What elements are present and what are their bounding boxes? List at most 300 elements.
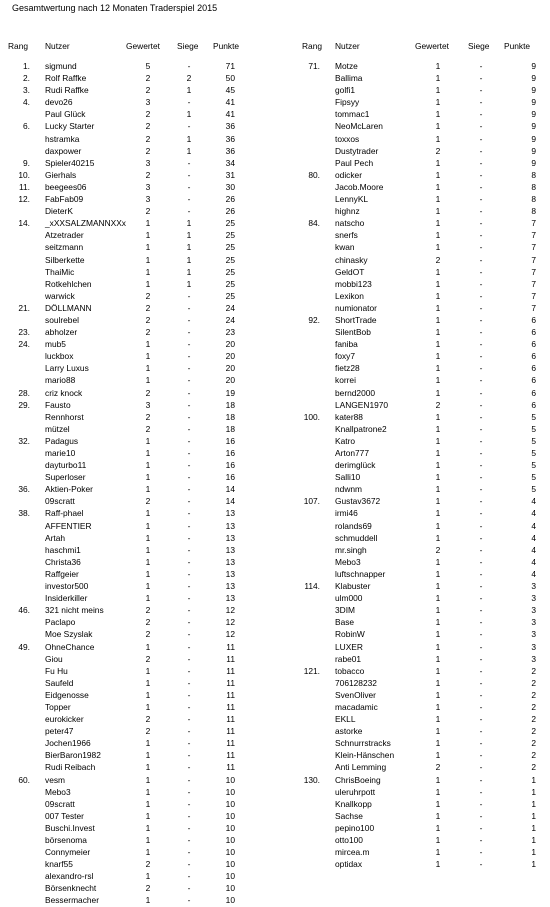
points-cell: 10 bbox=[225, 847, 235, 858]
user-cell: LennyKL bbox=[335, 194, 369, 205]
wins-cell: - bbox=[479, 568, 483, 579]
points-cell: 7 bbox=[531, 266, 536, 277]
user-cell: luftschnapper bbox=[335, 568, 386, 579]
rank-cell: 49. bbox=[18, 641, 30, 652]
user-cell: vesm bbox=[45, 774, 66, 785]
wins-cell: - bbox=[187, 750, 191, 761]
count-cell: 1 bbox=[145, 544, 151, 555]
user-cell: haschmi1 bbox=[45, 544, 81, 555]
user-cell: rabe01 bbox=[335, 653, 362, 664]
count-cell: 1 bbox=[145, 568, 151, 579]
user-cell: seitzmann bbox=[45, 242, 84, 253]
points-cell: 11 bbox=[226, 738, 235, 749]
user-cell: 321 nicht meins bbox=[45, 605, 104, 616]
points-cell: 10 bbox=[225, 859, 235, 870]
count-cell: 1 bbox=[145, 556, 151, 567]
points-cell: 50 bbox=[225, 73, 235, 84]
count-cell: 1 bbox=[145, 738, 151, 749]
wins-cell: - bbox=[479, 230, 483, 241]
rank-cell: 6. bbox=[23, 121, 30, 132]
wins-cell: - bbox=[479, 750, 483, 761]
points-cell: 36 bbox=[225, 121, 235, 132]
user-cell: Knallkopp bbox=[335, 798, 372, 809]
points-cell: 31 bbox=[225, 169, 235, 180]
points-cell: 41 bbox=[225, 109, 235, 120]
count-cell: 1 bbox=[435, 847, 441, 858]
count-cell: 1 bbox=[435, 375, 441, 386]
wins-cell: - bbox=[187, 448, 191, 458]
count-cell: 2 bbox=[435, 762, 441, 773]
count-cell: 1 bbox=[145, 484, 151, 495]
points-cell: 10 bbox=[225, 786, 235, 797]
points-cell: 4 bbox=[531, 532, 536, 543]
wins-cell: - bbox=[479, 278, 483, 289]
wins-cell: - bbox=[479, 726, 483, 737]
wins-cell: - bbox=[479, 593, 483, 604]
user-cell: ulm000 bbox=[335, 593, 363, 604]
points-cell: 4 bbox=[531, 568, 536, 579]
count-cell: 1 bbox=[435, 581, 441, 592]
points-cell: 10 bbox=[225, 810, 235, 821]
user-cell: GeldOT bbox=[335, 266, 365, 277]
points-cell: 3 bbox=[531, 593, 536, 604]
header-count: Gewertet bbox=[126, 41, 160, 51]
count-cell: 1 bbox=[435, 242, 441, 253]
count-cell: 1 bbox=[435, 181, 441, 192]
points-cell: 71 bbox=[225, 61, 235, 71]
user-cell: Spieler40215 bbox=[45, 157, 95, 168]
count-cell: 2 bbox=[145, 169, 151, 180]
user-cell: Mebo3 bbox=[335, 556, 361, 567]
count-cell: 1 bbox=[435, 109, 441, 120]
points-cell: 36 bbox=[225, 145, 235, 156]
user-cell: Aktien-Poker bbox=[45, 484, 93, 495]
user-cell: Buschi.Invest bbox=[45, 822, 95, 833]
wins-cell: - bbox=[479, 121, 483, 132]
count-cell: 1 bbox=[435, 859, 441, 870]
user-cell: foxy7 bbox=[335, 351, 356, 362]
wins-cell: - bbox=[187, 653, 191, 664]
rank-cell: 11. bbox=[18, 181, 30, 192]
points-cell: 18 bbox=[225, 399, 235, 410]
user-cell: Larry Luxus bbox=[45, 363, 89, 374]
count-cell: 1 bbox=[435, 411, 441, 422]
points-cell: 13 bbox=[225, 593, 235, 604]
user-cell: Jacob.Moore bbox=[335, 181, 384, 192]
user-cell: Arton777 bbox=[335, 448, 369, 458]
user-cell: Fu Hu bbox=[45, 665, 68, 676]
user-cell: Gierhals bbox=[45, 169, 77, 180]
wins-cell: 1 bbox=[186, 109, 192, 120]
points-cell: 11 bbox=[226, 726, 235, 737]
points-cell: 11 bbox=[226, 750, 235, 761]
header-user: Nutzer bbox=[45, 41, 70, 51]
wins-cell: - bbox=[479, 641, 483, 652]
user-cell: Atzetrader bbox=[45, 230, 84, 241]
count-cell: 2 bbox=[145, 411, 151, 422]
points-cell: 11 bbox=[226, 762, 235, 773]
wins-cell: - bbox=[187, 689, 191, 700]
wins-cell: - bbox=[187, 593, 191, 604]
points-cell: 3 bbox=[531, 629, 536, 640]
header-user: Nutzer bbox=[335, 41, 360, 51]
points-cell: 3 bbox=[531, 605, 536, 616]
points-cell: 14 bbox=[225, 484, 235, 495]
rank-cell: 107. bbox=[303, 496, 320, 507]
user-cell: Paul Pech bbox=[335, 157, 374, 168]
wins-cell: - bbox=[479, 363, 483, 374]
user-cell: RobinW bbox=[335, 629, 365, 640]
points-cell: 20 bbox=[225, 339, 235, 350]
points-cell: 5 bbox=[531, 472, 536, 483]
points-cell: 10 bbox=[225, 798, 235, 809]
user-cell: Paclapo bbox=[45, 617, 76, 628]
count-cell: 1 bbox=[145, 266, 151, 277]
count-cell: 1 bbox=[435, 774, 441, 785]
wins-cell: - bbox=[479, 822, 483, 833]
user-cell: Fausto bbox=[45, 399, 71, 410]
points-cell: 23 bbox=[225, 327, 235, 338]
user-cell: 007 Tester bbox=[45, 810, 84, 821]
header-wins: Siege bbox=[177, 41, 199, 51]
count-cell: 1 bbox=[145, 508, 151, 519]
user-cell: Dustytrader bbox=[335, 145, 379, 156]
count-cell: 2 bbox=[145, 605, 151, 616]
user-cell: marie10 bbox=[45, 448, 76, 458]
user-cell: 706128232 bbox=[335, 677, 377, 688]
count-cell: 1 bbox=[145, 641, 151, 652]
points-cell: 2 bbox=[531, 714, 536, 725]
user-cell: Rennhorst bbox=[45, 411, 84, 422]
wins-cell: - bbox=[187, 532, 191, 543]
wins-cell: - bbox=[479, 109, 483, 120]
points-cell: 1 bbox=[531, 859, 536, 870]
user-cell: Base bbox=[335, 617, 355, 628]
count-cell: 1 bbox=[145, 871, 151, 882]
points-cell: 18 bbox=[225, 411, 235, 422]
points-cell: 11 bbox=[226, 689, 235, 700]
wins-cell: 1 bbox=[186, 145, 192, 156]
user-cell: Salli10 bbox=[335, 472, 361, 483]
points-cell: 2 bbox=[531, 738, 536, 749]
count-cell: 1 bbox=[435, 677, 441, 688]
count-cell: 1 bbox=[435, 266, 441, 277]
wins-cell: - bbox=[479, 266, 483, 277]
points-cell: 9 bbox=[531, 109, 536, 120]
points-cell: 7 bbox=[531, 230, 536, 241]
wins-cell: - bbox=[187, 181, 191, 192]
count-cell: 2 bbox=[435, 254, 441, 265]
count-cell: 1 bbox=[435, 593, 441, 604]
user-cell: Padagus bbox=[45, 435, 79, 446]
points-cell: 18 bbox=[225, 423, 235, 434]
count-cell: 2 bbox=[145, 629, 151, 640]
wins-cell: - bbox=[479, 738, 483, 749]
wins-cell: - bbox=[187, 496, 191, 507]
wins-cell: 1 bbox=[186, 218, 192, 229]
user-cell: pepino100 bbox=[335, 822, 375, 833]
points-cell: 3 bbox=[531, 653, 536, 664]
count-cell: 2 bbox=[145, 859, 151, 870]
user-cell: eurokicker bbox=[45, 714, 84, 725]
wins-cell: - bbox=[187, 556, 191, 567]
wins-cell: - bbox=[187, 435, 191, 446]
user-cell: LUXER bbox=[335, 641, 363, 652]
points-cell: 13 bbox=[225, 556, 235, 567]
count-cell: 1 bbox=[145, 242, 151, 253]
count-cell: 1 bbox=[145, 520, 151, 531]
count-cell: 2 bbox=[145, 726, 151, 737]
count-cell: 2 bbox=[435, 544, 441, 555]
user-cell: BierBaron1982 bbox=[45, 750, 101, 761]
count-cell: 1 bbox=[435, 738, 441, 749]
user-cell: Anti Lemming bbox=[335, 762, 387, 773]
user-cell: snerfs bbox=[335, 230, 358, 241]
count-cell: 2 bbox=[145, 145, 151, 156]
points-cell: 26 bbox=[225, 194, 235, 205]
points-cell: 10 bbox=[225, 871, 235, 882]
points-cell: 13 bbox=[225, 508, 235, 519]
wins-cell: 1 bbox=[186, 85, 192, 96]
points-cell: 2 bbox=[531, 701, 536, 712]
user-cell: tobacco bbox=[335, 665, 365, 676]
points-cell: 13 bbox=[225, 520, 235, 531]
count-cell: 2 bbox=[145, 290, 151, 301]
points-cell: 25 bbox=[225, 242, 235, 253]
wins-cell: - bbox=[479, 339, 483, 350]
wins-cell: 2 bbox=[186, 73, 192, 84]
wins-cell: - bbox=[187, 762, 191, 773]
wins-cell: - bbox=[187, 786, 191, 797]
points-cell: 36 bbox=[225, 133, 235, 144]
rank-cell: 24. bbox=[18, 339, 30, 350]
count-cell: 1 bbox=[145, 762, 151, 773]
user-cell: abholzer bbox=[45, 327, 78, 338]
points-cell: 11 bbox=[226, 701, 235, 712]
count-cell: 1 bbox=[435, 351, 441, 362]
user-cell: Sachse bbox=[335, 810, 363, 821]
header-rank: Rang bbox=[8, 41, 29, 51]
count-cell: 1 bbox=[435, 726, 441, 737]
wins-cell: - bbox=[187, 895, 191, 906]
points-cell: 7 bbox=[531, 254, 536, 265]
wins-cell: - bbox=[479, 375, 483, 386]
rank-cell: 9. bbox=[23, 157, 30, 168]
wins-cell: - bbox=[187, 798, 191, 809]
count-cell: 1 bbox=[435, 73, 441, 84]
points-cell: 2 bbox=[531, 762, 536, 773]
wins-cell: - bbox=[187, 375, 191, 386]
count-cell: 2 bbox=[145, 85, 151, 96]
count-cell: 1 bbox=[435, 339, 441, 350]
count-cell: 1 bbox=[435, 689, 441, 700]
user-cell: kater88 bbox=[335, 411, 363, 422]
user-cell: numionator bbox=[335, 302, 377, 313]
wins-cell: - bbox=[187, 121, 191, 132]
points-cell: 1 bbox=[531, 835, 536, 845]
count-cell: 1 bbox=[435, 665, 441, 676]
user-cell: DieterK bbox=[45, 206, 73, 217]
wins-cell: - bbox=[187, 290, 191, 301]
count-cell: 2 bbox=[145, 314, 151, 325]
user-cell: Christa36 bbox=[45, 556, 81, 567]
user-cell: daxpower bbox=[45, 145, 82, 156]
user-cell: mub5 bbox=[45, 339, 66, 350]
user-cell: derimglück bbox=[335, 460, 376, 471]
points-cell: 9 bbox=[531, 73, 536, 84]
rank-cell: 2. bbox=[23, 73, 30, 84]
count-cell: 2 bbox=[145, 653, 151, 664]
wins-cell: - bbox=[187, 544, 191, 555]
points-cell: 8 bbox=[531, 181, 536, 192]
points-cell: 4 bbox=[531, 556, 536, 567]
user-cell: otto100 bbox=[335, 835, 363, 845]
count-cell: 1 bbox=[145, 339, 151, 350]
header-count: Gewertet bbox=[415, 41, 449, 51]
count-cell: 1 bbox=[435, 629, 441, 640]
user-cell: highnz bbox=[335, 206, 360, 217]
wins-cell: - bbox=[187, 61, 191, 71]
user-cell: DÖLLMANN bbox=[45, 302, 92, 313]
user-cell: beegees06 bbox=[45, 181, 87, 192]
count-cell: 1 bbox=[145, 810, 151, 821]
wins-cell: 1 bbox=[186, 230, 192, 241]
rank-cell: 46. bbox=[18, 605, 30, 616]
count-cell: 2 bbox=[145, 423, 151, 434]
user-cell: faniba bbox=[335, 339, 358, 350]
points-cell: 6 bbox=[531, 314, 536, 325]
wins-cell: - bbox=[187, 810, 191, 821]
rank-cell: 71. bbox=[308, 61, 320, 71]
user-cell: Gustav3672 bbox=[335, 496, 381, 507]
wins-cell: - bbox=[479, 314, 483, 325]
wins-cell: - bbox=[187, 835, 191, 845]
wins-cell: - bbox=[479, 133, 483, 144]
user-cell: irmi46 bbox=[335, 508, 358, 519]
header-points: Punkte bbox=[504, 41, 531, 51]
count-cell: 1 bbox=[435, 460, 441, 471]
header-wins: Siege bbox=[468, 41, 490, 51]
count-cell: 1 bbox=[145, 375, 151, 386]
user-cell: criz knock bbox=[45, 387, 83, 398]
count-cell: 1 bbox=[435, 218, 441, 229]
points-cell: 5 bbox=[531, 411, 536, 422]
user-cell: OhneChance bbox=[45, 641, 95, 652]
wins-cell: - bbox=[187, 677, 191, 688]
points-cell: 14 bbox=[225, 496, 235, 507]
rank-cell: 60. bbox=[18, 774, 30, 785]
user-cell: fietz28 bbox=[335, 363, 360, 374]
rank-cell: 80. bbox=[308, 169, 320, 180]
points-cell: 12 bbox=[225, 629, 235, 640]
points-cell: 13 bbox=[225, 544, 235, 555]
user-cell: SvenOliver bbox=[335, 689, 376, 700]
rank-cell: 14. bbox=[18, 218, 30, 229]
user-cell: Rolf Raffke bbox=[45, 73, 87, 84]
wins-cell: - bbox=[479, 835, 483, 845]
user-cell: Silberkette bbox=[45, 254, 85, 265]
user-cell: ThaiMic bbox=[45, 266, 75, 277]
rank-cell: 121. bbox=[303, 665, 320, 676]
wins-cell: - bbox=[479, 302, 483, 313]
points-cell: 9 bbox=[531, 157, 536, 168]
count-cell: 5 bbox=[145, 61, 151, 71]
wins-cell: - bbox=[479, 327, 483, 338]
count-cell: 1 bbox=[435, 206, 441, 217]
rank-cell: 3. bbox=[23, 85, 30, 96]
user-cell: Motze bbox=[335, 61, 358, 71]
points-cell: 9 bbox=[531, 133, 536, 144]
wins-cell: - bbox=[187, 738, 191, 749]
count-cell: 1 bbox=[435, 423, 441, 434]
wins-cell: - bbox=[479, 206, 483, 217]
wins-cell: - bbox=[479, 629, 483, 640]
points-cell: 3 bbox=[531, 581, 536, 592]
points-cell: 7 bbox=[531, 242, 536, 253]
points-cell: 4 bbox=[531, 508, 536, 519]
points-cell: 2 bbox=[531, 677, 536, 688]
count-cell: 2 bbox=[145, 883, 151, 894]
user-cell: 09scratt bbox=[45, 496, 75, 507]
points-cell: 6 bbox=[531, 363, 536, 374]
user-cell: rolands69 bbox=[335, 520, 372, 531]
count-cell: 1 bbox=[435, 314, 441, 325]
wins-cell: - bbox=[479, 762, 483, 773]
count-cell: 1 bbox=[145, 230, 151, 241]
count-cell: 1 bbox=[145, 677, 151, 688]
points-cell: 7 bbox=[531, 302, 536, 313]
points-cell: 24 bbox=[225, 302, 235, 313]
wins-cell: 1 bbox=[186, 254, 192, 265]
points-cell: 6 bbox=[531, 339, 536, 350]
wins-cell: - bbox=[187, 629, 191, 640]
count-cell: 1 bbox=[435, 230, 441, 241]
points-cell: 45 bbox=[225, 85, 235, 96]
wins-cell: - bbox=[479, 484, 483, 495]
wins-cell: - bbox=[479, 810, 483, 821]
points-cell: 1 bbox=[531, 798, 536, 809]
user-cell: Jochen1966 bbox=[45, 738, 91, 749]
user-cell: Rotkehlchen bbox=[45, 278, 92, 289]
points-cell: 10 bbox=[225, 883, 235, 894]
wins-cell: - bbox=[479, 97, 483, 108]
user-cell: Bessermacher bbox=[45, 895, 99, 906]
rank-cell: 21. bbox=[18, 302, 30, 313]
wins-cell: - bbox=[479, 701, 483, 712]
points-cell: 13 bbox=[225, 568, 235, 579]
count-cell: 1 bbox=[435, 568, 441, 579]
wins-cell: - bbox=[187, 847, 191, 858]
rank-cell: 29. bbox=[18, 399, 30, 410]
count-cell: 1 bbox=[145, 786, 151, 797]
count-cell: 3 bbox=[145, 194, 151, 205]
rank-cell: 32. bbox=[18, 435, 30, 446]
points-cell: 25 bbox=[225, 230, 235, 241]
points-cell: 5 bbox=[531, 423, 536, 434]
wins-cell: - bbox=[187, 641, 191, 652]
wins-cell: - bbox=[479, 689, 483, 700]
points-cell: 11 bbox=[226, 665, 235, 676]
wins-cell: - bbox=[187, 314, 191, 325]
wins-cell: - bbox=[479, 435, 483, 446]
user-cell: Giou bbox=[45, 653, 63, 664]
points-cell: 20 bbox=[225, 351, 235, 362]
count-cell: 1 bbox=[435, 435, 441, 446]
wins-cell: - bbox=[187, 859, 191, 870]
user-cell: SilentBob bbox=[335, 327, 371, 338]
wins-cell: - bbox=[187, 726, 191, 737]
points-cell: 16 bbox=[225, 472, 235, 483]
